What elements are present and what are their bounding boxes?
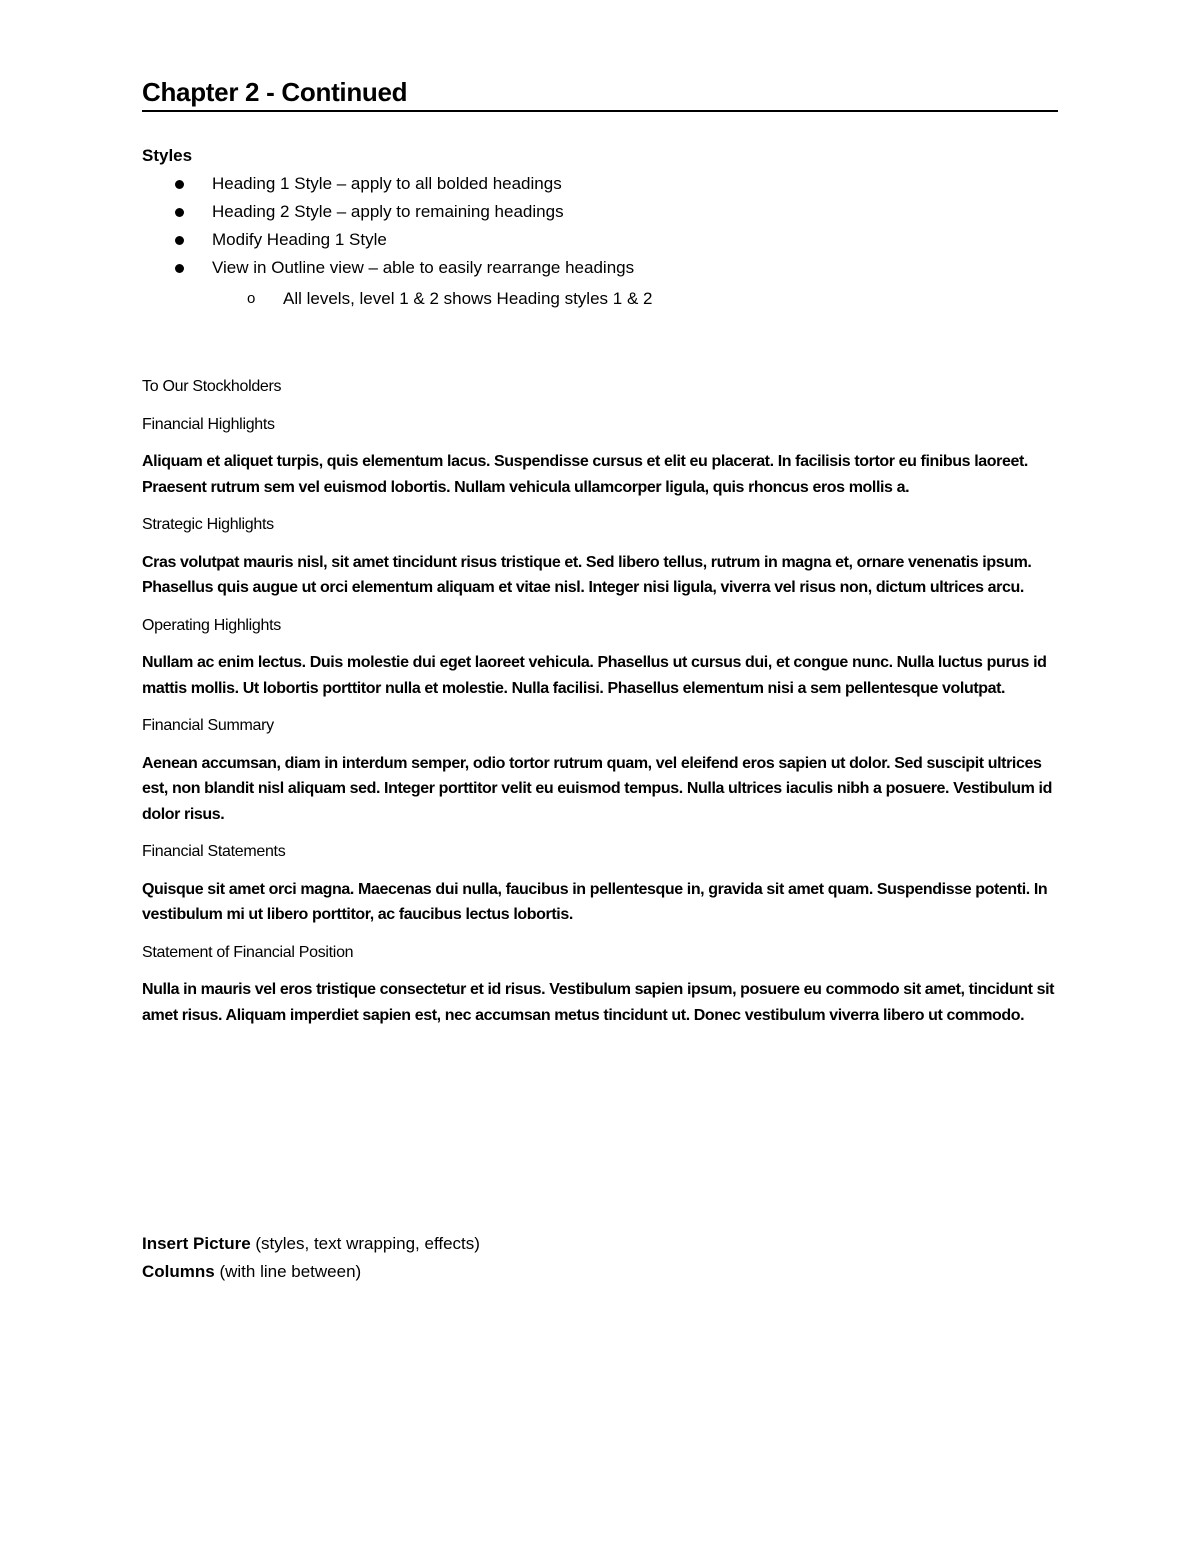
- columns-label: Columns: [142, 1262, 215, 1281]
- columns-line: [142, 1258, 480, 1286]
- section-body: Aenean accumsan, diam in interdum semper, odio tortor rutrum quam, vel eleifend eros sapien ut dolor. Sed suscipit ultrices est, non blandit nisl aliquam sed. Integer porttitor velit eu euismod tempus. Nulla ultrices iaculis nibh a posuere. Vestibulum id dolor risus.: [142, 754, 1052, 823]
- bullet-text: Heading 2 Style – apply to remaining headings: [212, 202, 564, 221]
- footer-notes: [142, 1230, 480, 1286]
- bullet-dot-icon: [175, 208, 184, 217]
- report-title: To Our Stockholders: [142, 378, 282, 395]
- section-body: Quisque sit amet orci magna. Maecenas dui nulla, faucibus in pellentesque in, gravida sit amet quam. Suspendisse potenti. In vestibulum mi ut libero porttitor, ac faucibus lectus lobortis.: [142, 880, 1048, 923]
- bullet-item: [142, 257, 634, 285]
- section-heading: Financial Summary: [142, 717, 274, 734]
- columns-note: (with line between): [214, 1262, 362, 1281]
- bullet-text: View in Outline view – able to easily rearrange headings: [212, 258, 635, 277]
- document-page: [142, 0, 1058, 1553]
- section-heading: Financial Highlights: [142, 415, 275, 433]
- title-underline: [142, 110, 1058, 112]
- section-heading: Strategic Highlights: [142, 516, 274, 533]
- bullet-item: [142, 229, 634, 257]
- section-body: Nullam ac enim lectus. Duis molestie dui eget laoreet vehicula. Phasellus ut cursus dui, et congue nunc. Nulla luctus purus id mattis mollis. Ut lobortis porttitor nulla et molestie. Nulla facilisi. Phasellus elementum nisi a sem pellentesque volutpat.: [142, 654, 1047, 697]
- section-heading: Financial Statements: [142, 843, 286, 860]
- chapter-title: Chapter 2 - Continued: [142, 77, 408, 107]
- bullet-text: Modify Heading 1 Style: [212, 230, 387, 249]
- insert-picture-line: [142, 1230, 480, 1258]
- insert-picture-label: Insert Picture: [142, 1234, 251, 1253]
- bullet-text: Heading 1 Style – apply to all bolded headings: [212, 174, 562, 193]
- section-body: Nulla in mauris vel eros tristique consectetur et id risus. Vestibulum sapien ipsum, posuere eu commodo sit amet, tincidunt sit amet risus. Aliquam imperdiet sapien est, nec accumsan metus tincidunt ut. Donec vestibulum viverra libero ut commodo.: [142, 981, 1055, 1024]
- section-body: Aliquam et aliquet turpis, quis elementum lacus. Suspendisse cursus et elit eu placerat. In facilisis tortor eu finibus laoreet. Praesent rutrum sem vel euismod lobortis. Nullam vehicula ullamcorper ligula, quis rhoncus eros mollis a.: [142, 453, 1028, 496]
- bullet-item: [142, 173, 634, 201]
- section-heading: Operating Highlights: [142, 616, 281, 634]
- bullet-dot-icon: [175, 236, 184, 245]
- section-heading: Statement of Financial Position: [142, 943, 354, 961]
- styles-bullet-list: [142, 173, 634, 285]
- bullet-item: [142, 201, 634, 229]
- bullet-dot-icon: [175, 180, 184, 189]
- section-body: Cras volutpat mauris nisl, sit amet tincidunt risus tristique et. Sed libero tellus, rutrum in magna et, ornare venenatis ipsum. Phasellus quis augue ut orci elementum aliquam et vitae nisl. Integer nisi ligula, viverra vel risus non, dictum ultrices arcu.: [142, 553, 1032, 596]
- stockholders-report: [142, 374, 1058, 1040]
- sub-bullet-text: All levels, level 1 & 2 shows Heading styles 1 & 2: [283, 289, 653, 308]
- insert-picture-note: (styles, text wrapping, effects): [250, 1234, 480, 1253]
- bullet-dot-icon: [175, 264, 184, 273]
- sub-bullet-marker: o: [247, 290, 256, 307]
- styles-heading: Styles: [142, 146, 193, 165]
